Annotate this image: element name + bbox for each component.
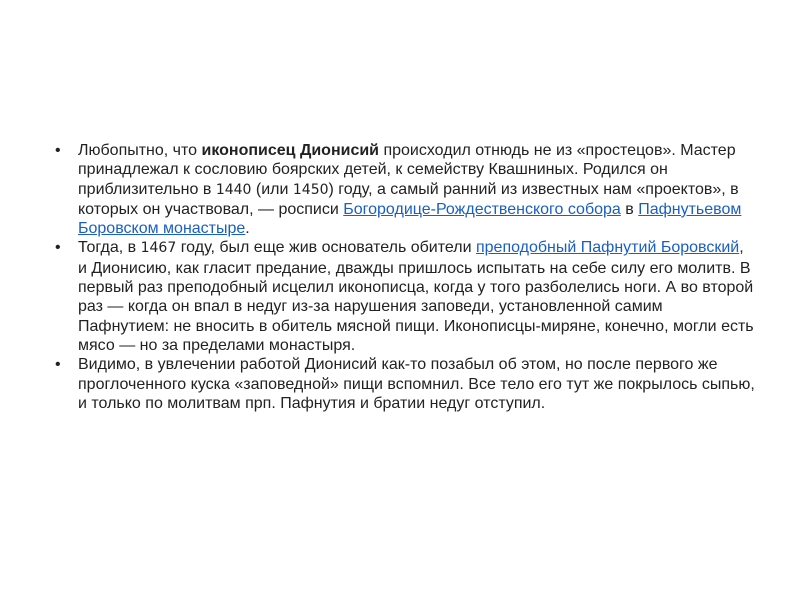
bullet-item-3	[56, 355, 756, 413]
text-fragment: Любопытно, что	[78, 142, 202, 159]
text-fragment: .	[245, 220, 250, 238]
text-fragment: ) году, а самый ранний из известных нам «проектов», в которых он участвовал, — росписи	[78, 180, 739, 218]
link-pafnutiev-monastyr[interactable]: Пафнутьевом Боровском монастыре	[78, 200, 742, 238]
bullet-list	[56, 141, 756, 413]
link-bogoroditse-sobor[interactable]: Богородице-Рождественского собора	[343, 200, 621, 218]
bullet-icon	[55, 238, 67, 257]
bullet-item-2	[56, 238, 756, 355]
text-fragment: происходил отнюдь не из «простецов». Мастер принадлежал к сословию боярских детей, к семейству Квашниных. Родился он приблизительно в	[78, 142, 736, 198]
bullet-item-1	[56, 141, 756, 238]
bold-text: иконописец Дионисий	[201, 142, 380, 159]
text-fragment: , и Дионисию, как гласит предание, дважды пришлось испытать на себе силу его молитв. В первый раз преподобный исцелил иконописца, когда у того разболелись ноги. А во второй раз — когда он впал в недуг из-за нарушения заповеди, установленной самим Пафнутием: не вносить в обитель мясной пищи. Иконописцы-миряне, конечно, могли есть мясо — но за пределами монастыря.	[78, 239, 754, 354]
text-fragment: Видимо, в увлечении работой Дионисий как-то позабыл об этом, но после первого же проглоченного куска «заповедной» пищи вспомнил. Все тело его тут же покрылось сыпью, и только по молитвам прп. Пафнутия и братии недуг отступил.	[78, 356, 755, 412]
text-fragment: году, был еще жив основатель обители	[176, 239, 476, 257]
year-1467: 1467	[140, 240, 177, 257]
text-fragment: в	[620, 200, 639, 218]
link-pafnutiy-borovsky[interactable]: преподобный Пафнутий Боровский	[475, 239, 740, 257]
year-1440: 1440	[215, 181, 252, 198]
year-1450: 1450	[292, 181, 329, 198]
text-fragment: Тогда, в	[78, 239, 141, 257]
bullet-icon	[55, 355, 67, 374]
text-fragment: (или	[251, 180, 293, 198]
bullet-icon	[55, 141, 67, 160]
